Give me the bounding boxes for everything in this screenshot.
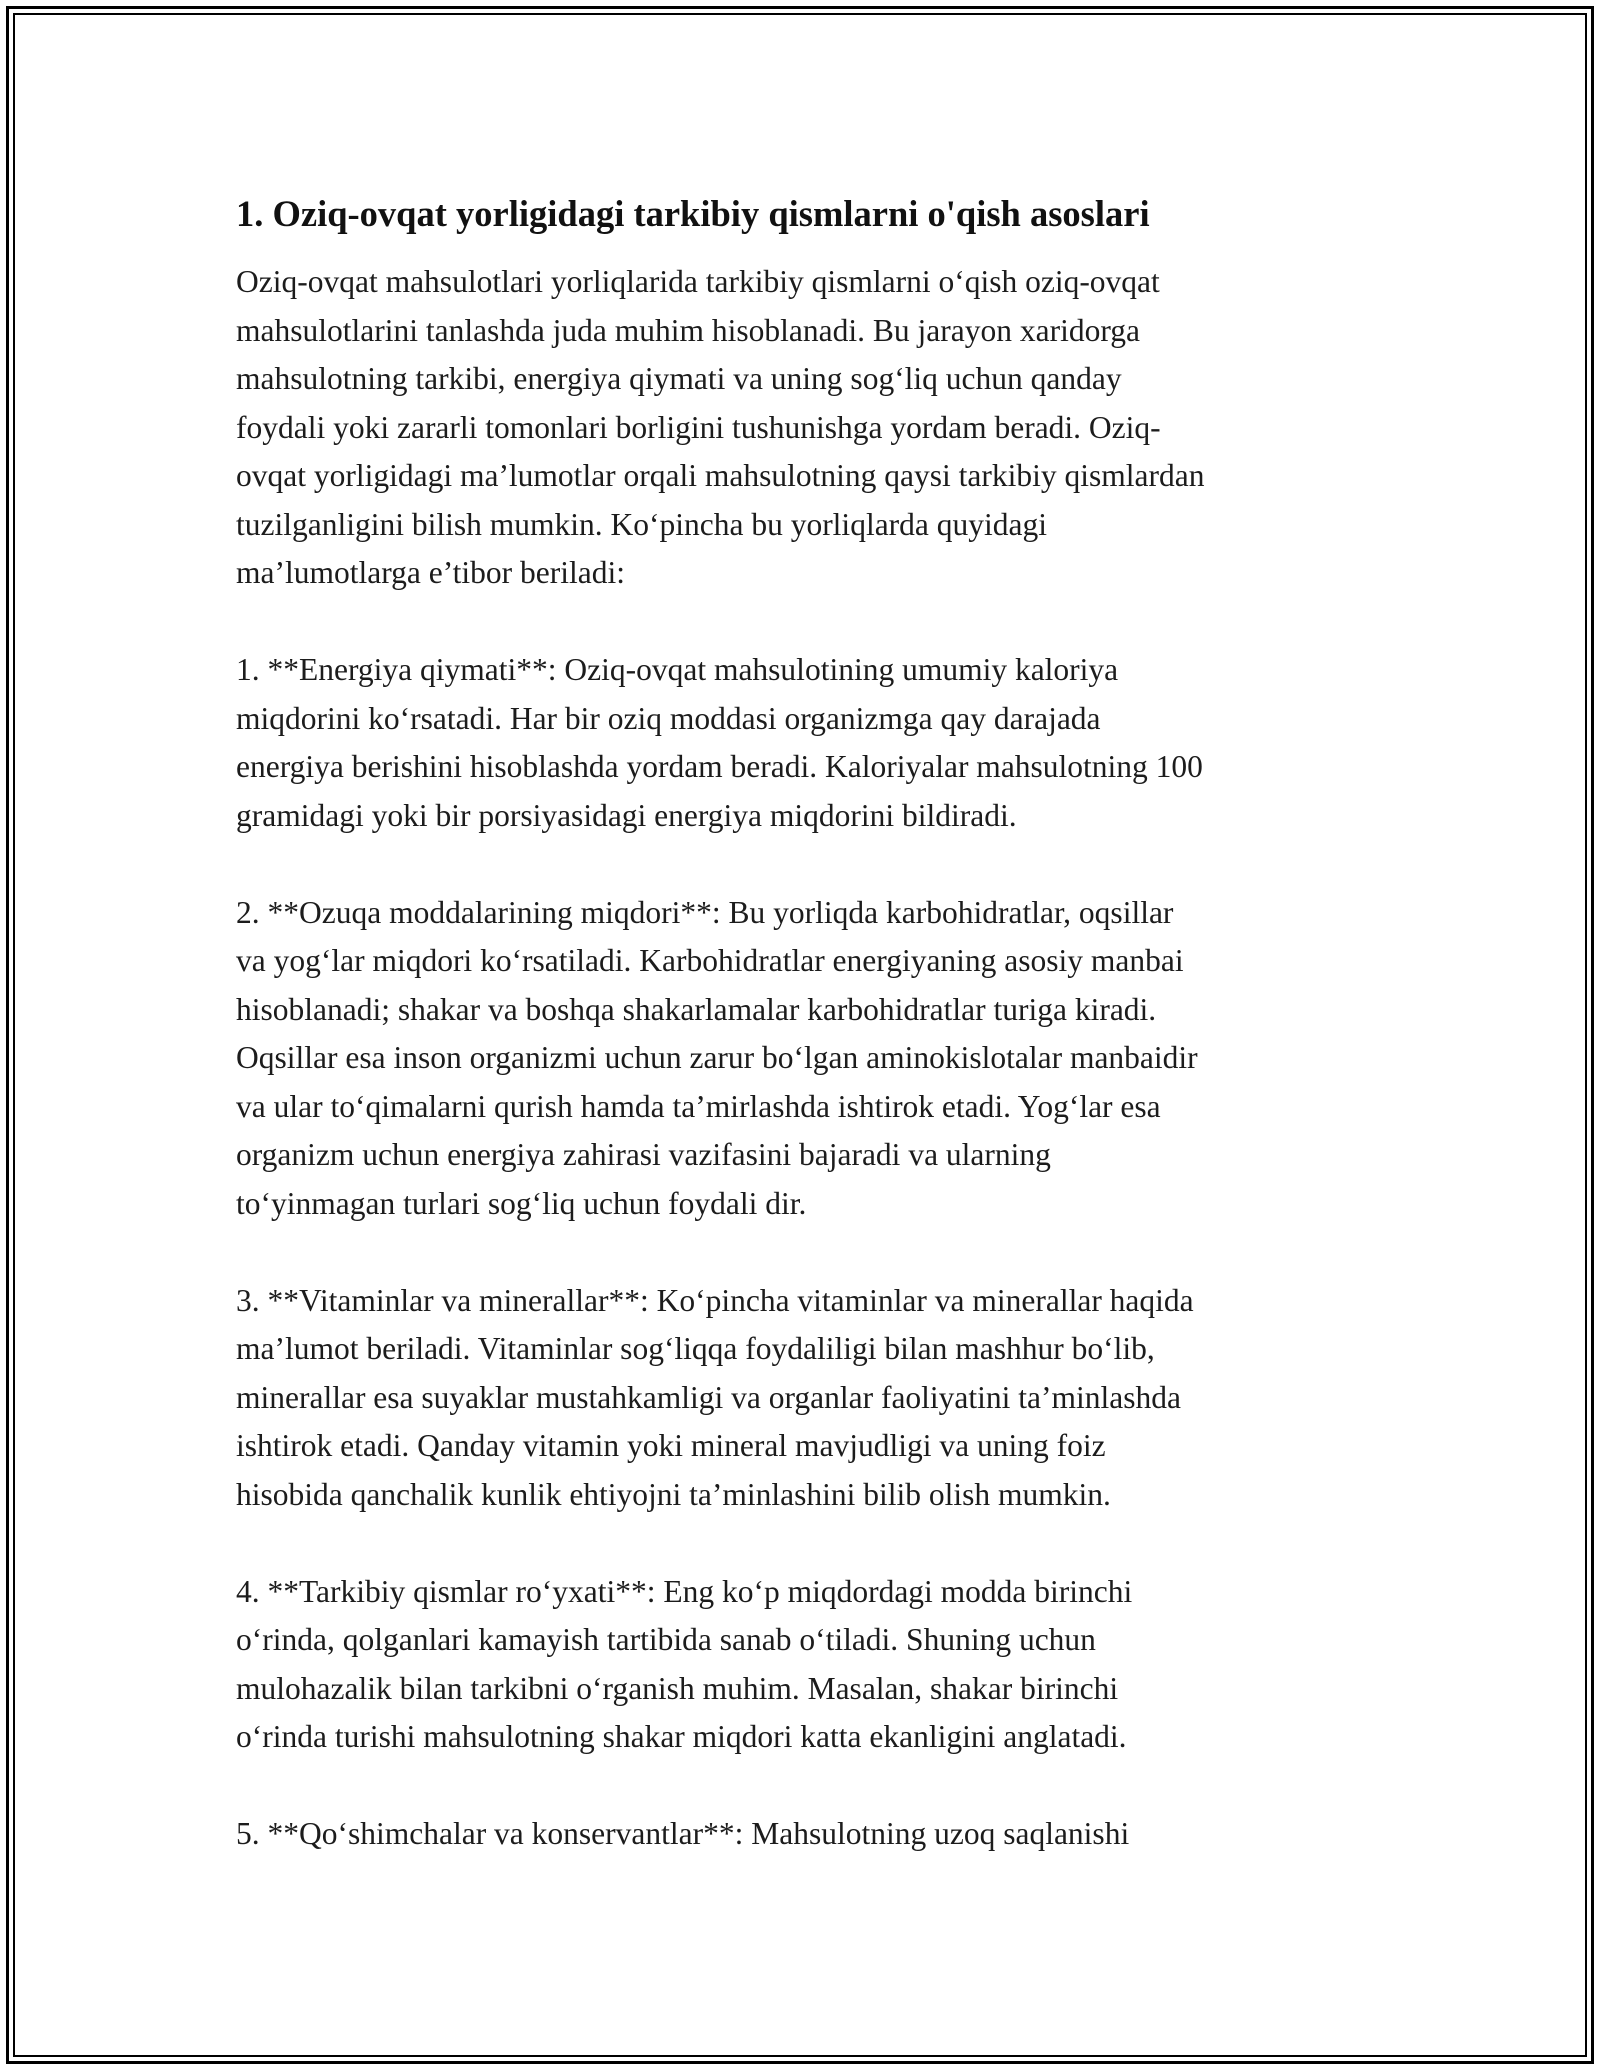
- document-content: [236, 186, 1366, 1859]
- document-body: Oziq-ovqat mahsulotlari yorliqlarida tarkibiy qismlarni o‘qish oziq-ovqat mahsulotlarini tanlashda juda muhim hisoblanadi. Bu jarayon xaridorga mahsulotning tarkibi, energiya qiymati va uning sog‘liq uchun qanday foydali yoki zararli tomonlari borligini tushunishga yordam beradi. Oziq- ovqat yorligidagi ma’lumotlar orqali mahsulotning qaysi tarkibiy qismlardan tuzilganligini bilish mumkin. Ko‘pincha bu yorliqlarda quyidagi ma’lumotlarga e’tibor beriladi: 1. **Energiya qiymati**: Oziq-ovqat mahsulotining umumiy kaloriya miqdorini ko‘rsatadi. Har bir oziq moddasi organizmga qay darajada energiya berishini hisoblashda yordam beradi. Kaloriyalar mahsulotning 100 gramidagi yoki bir porsiyasidagi energiya miqdorini bildiradi. 2. **Ozuqa moddalarining miqdori**: Bu yorliqda karbohidratlar, oqsillar va yog‘lar miqdori ko‘rsatiladi. Karbohidratlar energiyaning asosiy manbai hisoblanadi; shakar va boshqa shakarlamalar karbohidratlar turiga kiradi. Oqsillar esa inson organizmi uchun zarur bo‘lgan aminokislotalar manbaidir va ular to‘qimalarni qurish hamda ta’mirlashda ishtirok etadi. Yog‘lar esa organizm uchun energiya zahirasi vazifasini bajaradi va ularning to‘yinmagan turlari sog‘liq uchun foydali dir. 3. **Vitaminlar va minerallar**: Ko‘pincha vitaminlar va minerallar haqida ma’lumot beriladi. Vitaminlar sog‘liqqa foydaliligi bilan mashhur bo‘lib, minerallar esa suyaklar mustahkamligi va organlar faoliyatini ta’minlashda ishtirok etadi. Qanday vitamin yoki mineral mavjudligi va uning foiz hisobida qanchalik kunlik ehtiyojni ta’minlashini bilib olish mumkin. 4. **Tarkibiy qismlar ro‘yxati**: Eng ko‘p miqdordagi modda birinchi o‘rinda, qolganlari kamayish tartibida sanab o‘tiladi. Shuning uchun mulohazalik bilan tarkibni o‘rganish muhim. Masalan, shakar birinchi o‘rinda turishi mahsulotning shakar miqdori katta ekanligini anglatadi. 5. **Qo‘shimchalar va konservantlar**: Mahsulotning uzoq saqlanishi: [236, 264, 1205, 1851]
- document-title: 1. Oziq-ovqat yorligidagi tarkibiy qismlarni o'qish asoslari: [236, 193, 1150, 234]
